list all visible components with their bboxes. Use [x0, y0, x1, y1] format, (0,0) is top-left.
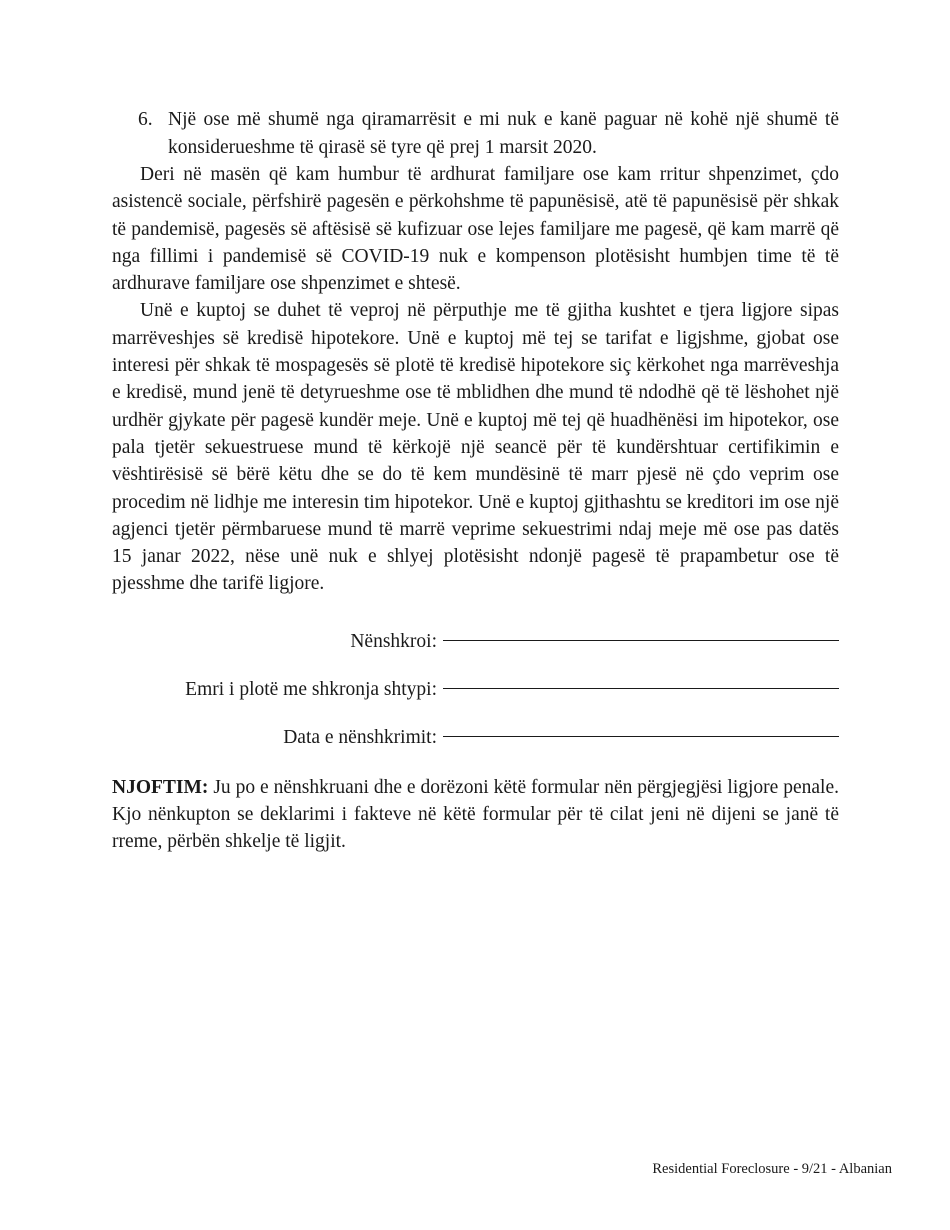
notice-paragraph: [112, 774, 839, 855]
list-item: [138, 106, 839, 161]
page-footer: Residential Foreclosure - 9/21 - Albanian: [652, 1161, 892, 1177]
list-item-number: 6.: [138, 109, 153, 130]
signature-row: [112, 618, 839, 666]
notice-label: NJOFTIM:: [112, 776, 209, 798]
printed-name-line[interactable]: [443, 687, 839, 689]
notice-text: Ju po e nënshkruani dhe e dorëzoni këtë formular nën përgjegjësi ligjore penale. Kjo nënkupton se deklarimi i fakteve në këtë formular për të cilat jeni në dijeni se janë të rreme, përbën shkelje të ligjit.: [112, 776, 839, 852]
legal-obligations-paragraph: Unë e kuptoj se duhet të veproj në përputhje me të gjitha kushtet e tjera ligjore sipas marrëveshjes së kredisë hipotekore. Unë e kuptoj më tej se tarifat e ligjshme, gjobat ose interesi për shkak të mospagesës së plotë të kredisë hipotekore siç kërkohet nga marrëveshja e kredisë, mund jenë të detyrueshme ose të mblidhen dhe mund të ndodhë që të lëshohet një urdhër gjykate për pagesë kundër meje. Unë e kuptoj më tej që huadhënësi im hipotekor, ose pala tjetër sekuestruese mund të kërkojë një seancë për të kundërshtuar certifikimin e vështirësisë së bërë këtu dhe se do të kem mundësinë të marr pjesë në çdo veprim ose procedim në lidhje me interesin tim hipotekor. Unë e kuptoj gjithashtu se kreditori im ose një agjenci tjetër përmbaruese mund të marrë veprime sekuestrimi ndaj meje më ose pas datës 15 janar 2022, nëse unë nuk e shlyej plotësisht ndonjë pagesë të prapambetur ose të pjesshme dhe tarifë ligjore.: [112, 300, 839, 595]
signature-line[interactable]: [443, 639, 839, 641]
printed-name-row: [112, 666, 839, 714]
signature-date-row: [112, 714, 839, 762]
signature-date-label: Data e nënshkrimit:: [283, 726, 437, 748]
list-item-text: Një ose më shumë nga qiramarrësit e mi nuk e kanë paguar në kohë një shumë të konsiderueshme të qirasë së tyre që prej 1 marsit 2020.: [168, 109, 839, 158]
document-page: [112, 106, 839, 855]
signature-label: Nënshkroi:: [350, 630, 437, 652]
signature-block: [112, 618, 839, 762]
income-assistance-paragraph: Deri në masën që kam humbur të ardhurat familjare ose kam rritur shpenzimet, çdo asistencë sociale, përfshirë pagesën e përkohshme të papunësisë, atë të papunësisë për shkak të pandemisë, pagesës së aftësisë së kufizuar ose lejes familjare me pagesë, që kam marrë që nga fillimi i pandemisë së COVID-19 nuk e kompenson plotësisht humbjen time të të ardhurave familjare ose shpenzimet e shtesë.: [112, 164, 839, 295]
signature-date-line[interactable]: [443, 735, 839, 737]
printed-name-label: Emri i plotë me shkronja shtypi:: [185, 678, 437, 700]
